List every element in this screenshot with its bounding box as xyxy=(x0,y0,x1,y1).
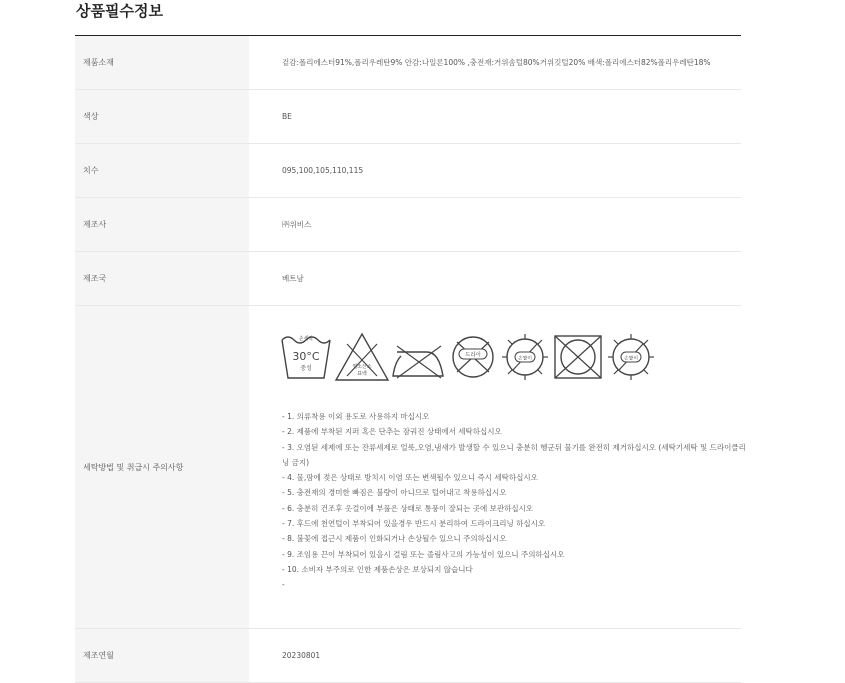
row-label: 제조국 xyxy=(75,252,249,306)
care-note: - 10. 소비자 부주의로 인한 제품손상은 보상되지 않습니다 xyxy=(282,564,473,574)
row-label: 색상 xyxy=(75,90,249,144)
row-value: ㈜위비스 xyxy=(249,198,741,252)
care-note: - 4. 물,땀에 젖은 상태로 방치시 이염 또는 변색될수 있으니 즉시 세탁하십시오 xyxy=(282,473,538,483)
wash-bottom-label: 중성 xyxy=(300,365,312,372)
row-manufacturer xyxy=(75,198,741,252)
hand-wash-icon xyxy=(279,332,333,382)
row-value: 20230801 xyxy=(249,629,741,683)
row-value: 095,100,105,110,115 xyxy=(249,144,741,198)
row-size xyxy=(75,144,741,198)
care-icons xyxy=(279,332,741,382)
care-notes xyxy=(282,409,752,593)
wash-temp-label: 30°C xyxy=(292,350,320,363)
row-label: 제조사 xyxy=(75,198,249,252)
row-country xyxy=(75,252,741,306)
row-manufacture-date xyxy=(75,629,741,683)
care-note: - 2. 제품에 부착된 지퍼 혹은 단추는 잠궈진 상태에서 세탁하십시오 xyxy=(282,427,502,437)
bleach-bottom-label: 표백 xyxy=(357,371,367,377)
care-note: - 6. 충분히 건조후 옷걸이에 부풀은 상태로 통풍이 잘되는 곳에 보관하십시오 xyxy=(282,503,534,513)
wash-top-label: 손세탁 xyxy=(298,336,314,342)
row-label: 제조연월 xyxy=(75,629,249,683)
care-note: - 7. 후드에 천연털이 부착되어 있을경우 반드시 분리하여 드라이크리닝 하십시오 xyxy=(282,519,546,529)
bleach-icon xyxy=(333,332,391,382)
row-material xyxy=(75,36,741,90)
row-value: 베트남 xyxy=(249,252,741,306)
care-note: - 8. 불꽃에 접근시 제품이 인화되거나 손상될수 있으니 주의하십시오 xyxy=(282,534,507,544)
row-label: 제품소재 xyxy=(75,36,249,90)
care-note: - 9. 조임용 끈이 부착되어 있을시 걸림 또는 졸림사고의 가능성이 있으니 주의하십시오 xyxy=(282,549,565,559)
wring-label: 손짤이 xyxy=(518,356,532,362)
tumble-dry-icon xyxy=(551,332,605,382)
row-care xyxy=(75,306,741,629)
row-value: BE xyxy=(249,90,741,144)
row-label: 치수 xyxy=(75,144,249,198)
wring-icon xyxy=(499,332,551,382)
care-note: - 5. 충전재의 경미한 빠짐은 불량이 아니므로 털어내고 착용하십시오 xyxy=(282,488,507,498)
row-value: 겉감:폴리에스터91%,폴리우레탄9% 안감:나일론100% ,충전재:거위솜털80%거위깃털20% 배색:폴리에스터82%폴리우레탄18% xyxy=(249,36,741,90)
iron-icon xyxy=(391,332,447,382)
care-content xyxy=(249,306,746,629)
wring-label: 손짤이 xyxy=(624,356,638,362)
care-note: - xyxy=(282,580,285,590)
product-info-table xyxy=(75,36,746,683)
bleach-top-label: 염소산소 xyxy=(352,364,372,370)
dry-clean-label: 드라이 xyxy=(465,352,481,359)
row-label: 세탁방법 및 취급시 주의사항 xyxy=(75,306,249,629)
section-title: 상품필수정보 xyxy=(76,2,163,20)
row-color xyxy=(75,90,741,144)
dry-clean-icon xyxy=(447,332,499,382)
care-note: - 3. 오염된 세제에 또는 잔류세제로 얼룩,오염,냄새가 발생할 수 있으니 충분히 헹군뒤 물기를 완전히 제거하십시오 (세탁기세탁 및 드라이클리닝 금지) xyxy=(282,442,746,467)
care-note: - 1. 의류착용 이외 용도로 사용하지 마십시오 xyxy=(282,412,430,421)
wring-icon xyxy=(605,332,657,382)
